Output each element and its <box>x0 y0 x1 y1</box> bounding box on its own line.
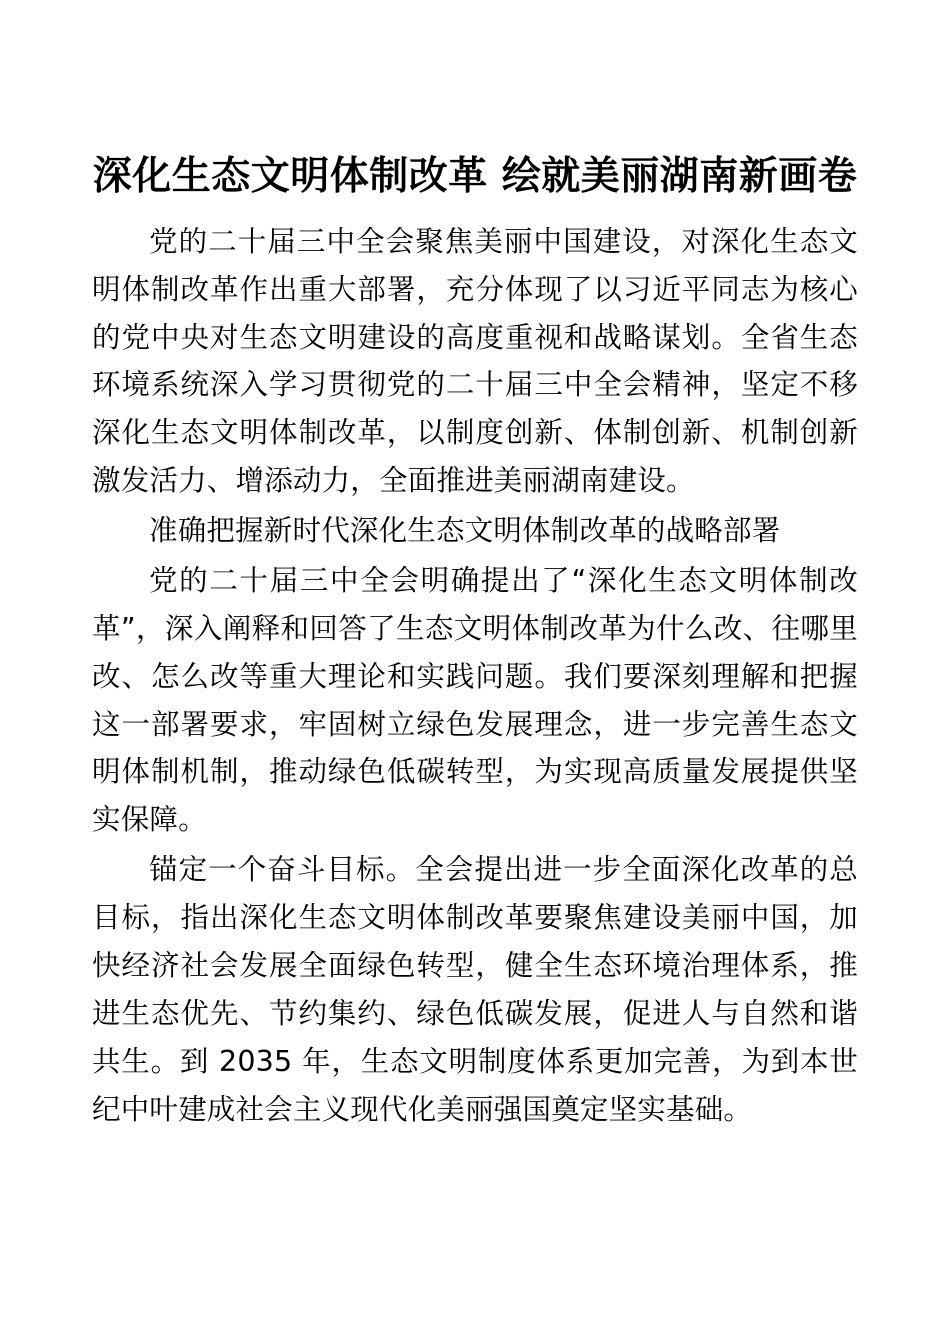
paragraph-4: 锚定一个奋斗目标。全会提出进一步全面深化改革的总目标，指出深化生态文明体制改革要聚焦建设美丽中国，加快经济社会发展全面绿色转型，健全生态环境治理体系，推进生态优先、节约集约、绿色低碳发展，促进人与自然和谐共生。到 2035 年，生态文明制度体系更加完善，为到本世纪中叶建成社会主义现代化美丽强国奠定坚实基础。 <box>92 853 858 1126</box>
paragraph-2: 准确把握新时代深化生态文明体制改革的战略部署 <box>149 514 781 548</box>
paragraph-3: 党的二十届三中全会明确提出了“深化生态文明体制改革”，深入阐释和回答了生态文明体制改革为什么改、往哪里改、怎么改等重大理论和实践问题。我们要深刻理解和把握这一部署要求，牢固树立绿色发展理念，进一步完善生态文明体制机制，推动绿色低碳转型，为实现高质量发展提供坚实保障。 <box>92 563 858 837</box>
page-title: 深化生态文明体制改革 绘就美丽湖南新画卷 <box>92 153 858 199</box>
paragraph-1: 党的二十届三中全会聚焦美丽中国建设，对深化生态文明体制改革作出重大部署，充分体现了以习近平同志为核心的党中央对生态文明建设的高度重视和战略谋划。全省生态环境系统深入学习贯彻党的二十届三中全会精神，坚定不移深化生态文明体制改革，以制度创新、体制创新、机制创新激发活力、增添动力，全面推进美丽湖南建设。 <box>92 224 858 498</box>
